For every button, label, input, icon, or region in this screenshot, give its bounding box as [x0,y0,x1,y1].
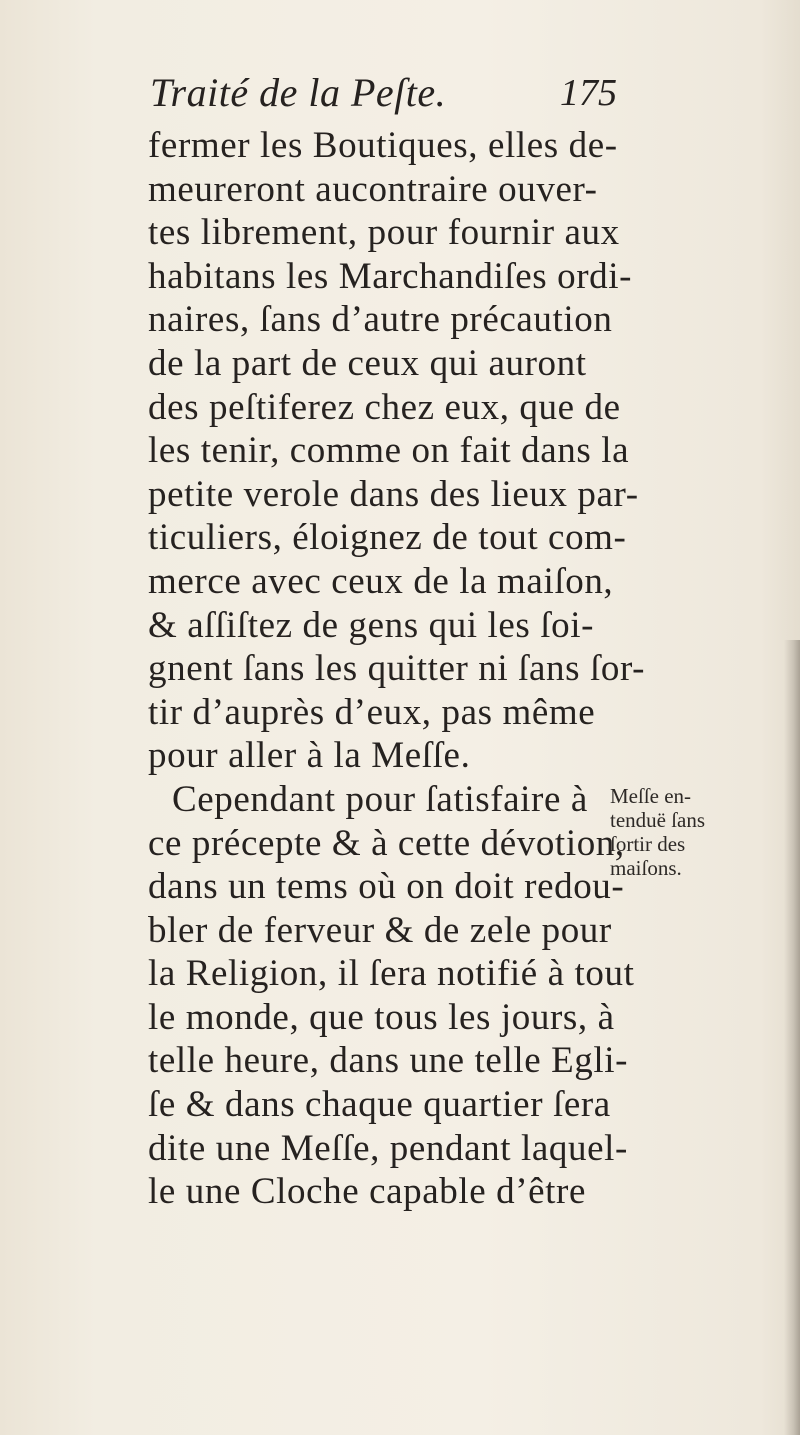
text-line: des peſtiferez chez eux, que de [148,386,621,428]
margin-note-line: maiſons. [610,856,682,880]
margin-note-line: ſortir des [610,832,686,856]
page-number: 175 [560,72,617,114]
margin-note [610,784,795,880]
text-line: pour aller à la Meſſe. [148,735,471,777]
text-line: ſe & dans chaque quartier ſera [148,1084,611,1126]
margin-note-line: Meſſe en- [610,784,692,808]
text-line: meureront aucontraire ouver- [148,168,598,210]
text-line: & aſſiſtez de gens qui les ſoi- [148,604,595,646]
text-line: habitans les Marchandiſes ordi- [148,255,633,297]
text-line: ticuliers, éloignez de tout com- [148,517,627,559]
margin-note-line: tenduë ſans [610,808,706,832]
text-line: naires, ſans d’autre précaution [148,299,613,341]
text-line: ce précepte & à cette dévotion, [148,822,625,864]
text-line: de la part de ceux qui auront [148,342,587,384]
text-line: gnent ſans les quitter ni ſans ſor- [148,648,646,690]
text-line: tes librement, pour fournir aux [148,212,620,254]
text-line: telle heure, dans une telle Egli- [148,1040,629,1082]
text-line: le monde, que tous les jours, à [148,996,615,1038]
running-header [150,68,620,118]
text-line: dans un tems où on doit redou- [148,866,625,908]
text-line: les tenir, comme on fait dans la [148,430,630,472]
text-line: tir d’auprès d’eux, pas même [148,691,596,733]
text-line: dite une Meſſe, pendant laquel- [148,1127,628,1169]
text-line: petite verole dans des lieux par- [148,473,639,515]
running-title: Traité de la Peſte. [150,70,447,115]
text-line: le une Cloche capable d’être [148,1171,586,1213]
text-line: fermer les Boutiques, elles de- [148,125,618,166]
text-line-paragraph-start: Cependant pour ſatisfaire à [172,778,588,820]
text-line: bler de ferveur & de zele pour [148,909,612,951]
binding-shadow [784,640,800,1435]
text-line: merce avec ceux de la maiſon, [148,560,614,602]
text-line: la Religion, il ſera notifié à tout [148,953,635,995]
